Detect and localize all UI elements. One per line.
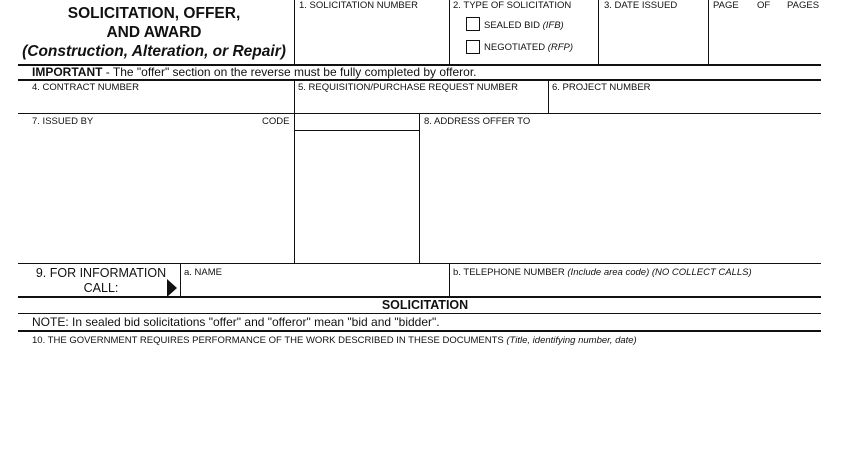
solicitation-number-label: 1. SOLICITATION NUMBER xyxy=(299,0,418,11)
item-10-field[interactable] xyxy=(20,348,820,466)
form-title-line2: AND AWARD xyxy=(106,24,202,41)
page-label: PAGE xyxy=(713,0,739,11)
requisition-number-label: 5. REQUISITION/PURCHASE REQUEST NUMBER xyxy=(298,82,518,93)
issued-by-code-field[interactable] xyxy=(296,115,418,130)
telephone-number-field[interactable] xyxy=(451,279,820,296)
contract-number-field[interactable] xyxy=(20,94,292,112)
solicitation-note: NOTE: In sealed bid solicitations "offer" and "offeror" mean "bid and "bidder". xyxy=(32,315,440,329)
rule xyxy=(18,263,821,264)
negotiated-checkbox[interactable] xyxy=(466,40,480,54)
arrow-right-icon xyxy=(166,279,178,297)
form-title-line1: SOLICITATION, OFFER, xyxy=(67,5,241,22)
requisition-number-field[interactable] xyxy=(296,94,546,112)
divider xyxy=(419,113,420,263)
rule xyxy=(18,79,821,81)
divider xyxy=(294,80,295,113)
for-information-call-label: 9. FOR INFORMATION CALL: xyxy=(35,266,167,295)
code-label: CODE xyxy=(262,116,290,127)
type-of-solicitation-label: 2. TYPE OF SOLICITATION xyxy=(453,0,572,11)
divider xyxy=(294,0,295,64)
issued-by-field[interactable] xyxy=(20,130,292,262)
pages-label: PAGES xyxy=(787,0,820,11)
sealed-bid-checkbox[interactable] xyxy=(466,17,480,31)
divider xyxy=(598,0,599,64)
divider xyxy=(180,264,181,297)
rule xyxy=(18,313,821,314)
date-issued-label: 3. DATE ISSUED xyxy=(604,0,678,11)
issued-by-label: 7. ISSUED BY xyxy=(32,116,94,127)
item-10-label: 10. THE GOVERNMENT REQUIRES PERFORMANCE OF THE WORK DESCRIBED IN THESE DOCUMENTS (Title, identifying number, date) xyxy=(32,335,637,346)
rule xyxy=(18,330,821,332)
contract-number-label: 4. CONTRACT NUMBER xyxy=(32,82,139,93)
telephone-number-label: b. TELEPHONE NUMBER (Include area code) (NO COLLECT CALLS) xyxy=(453,267,752,278)
important-notice: IMPORTANT - The "offer" section on the reverse must be fully completed by offeror. xyxy=(32,65,477,79)
solicitation-number-field[interactable] xyxy=(296,13,448,63)
date-issued-field[interactable] xyxy=(600,13,707,63)
divider xyxy=(449,0,450,64)
name-label: a. NAME xyxy=(184,267,223,278)
divider xyxy=(708,0,709,64)
form-title-line3: (Construction, Alteration, or Repair) xyxy=(22,43,286,60)
rule xyxy=(294,130,420,131)
address-offer-to-label: 8. ADDRESS OFFER TO xyxy=(424,116,531,127)
form-title xyxy=(18,4,290,61)
negotiated-label: NEGOTIATED (RFP) xyxy=(484,42,574,53)
solicitation-heading: SOLICITATION xyxy=(381,298,469,312)
project-number-field[interactable] xyxy=(550,94,820,112)
sealed-bid-label: SEALED BID (IFB) xyxy=(484,20,564,31)
of-label: OF xyxy=(757,0,771,11)
name-field[interactable] xyxy=(182,279,448,296)
divider xyxy=(449,264,450,297)
divider xyxy=(548,80,549,113)
address-offer-to-field[interactable] xyxy=(421,130,820,262)
divider xyxy=(294,113,295,263)
project-number-label: 6. PROJECT NUMBER xyxy=(552,82,651,93)
